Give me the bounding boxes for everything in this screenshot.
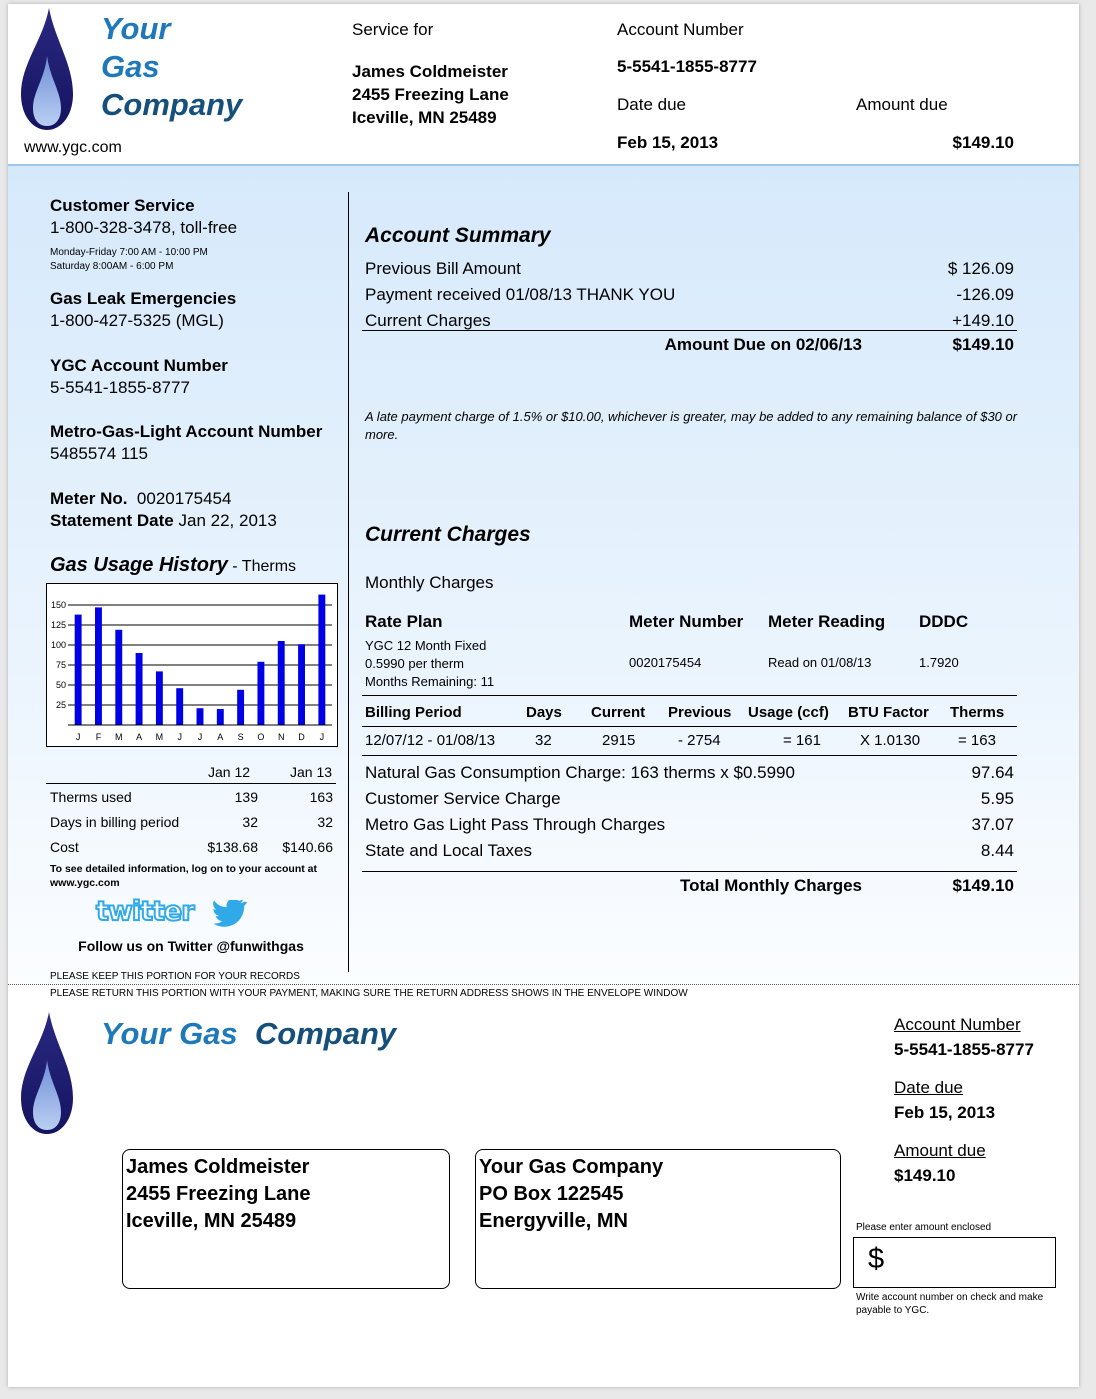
compare-row-label: Days in billing period — [50, 814, 180, 830]
charge-item-label: Metro Gas Light Pass Through Charges — [365, 815, 666, 834]
charge-item-value: 97.64 — [971, 763, 1014, 782]
mgl-account-number: 5485574 115 — [50, 444, 149, 463]
rate-plan-price: 0.5990 per therm — [365, 656, 465, 671]
stub-date-due: Feb 15, 2013 — [894, 1103, 996, 1122]
meter-number-label: Meter No. — [50, 489, 128, 508]
monthly-charges-label: Monthly Charges — [365, 573, 494, 592]
stub-customer-name: James Coldmeister — [126, 1156, 310, 1178]
chart-x-tick-label: J — [197, 732, 203, 742]
stub-flame-logo-icon — [19, 1010, 75, 1138]
return-address-block — [479, 1154, 663, 1235]
column-divider — [348, 192, 349, 972]
chart-x-tick-label: A — [217, 732, 224, 742]
compare-divider — [46, 783, 336, 784]
billing-cell: = 163 — [958, 732, 996, 749]
flame-logo-icon — [19, 6, 75, 134]
charge-item-label: Customer Service Charge — [365, 789, 561, 808]
statement-date-label: Statement Date — [50, 511, 174, 530]
rate-plan-name: YGC 12 Month Fixed — [365, 638, 487, 653]
usage-history-title: Gas Usage History — [50, 554, 228, 576]
summary-row-value: +149.10 — [952, 311, 1014, 330]
charge-item-label: Natural Gas Consumption Charge: 163 therms x $0.5990 — [365, 763, 795, 782]
chart-bar — [298, 644, 305, 725]
meter-number-value: 0020175454 — [136, 489, 232, 508]
summary-row-label: Payment received 01/08/13 THANK YOU — [365, 285, 676, 304]
chart-bar — [318, 595, 325, 725]
chart-y-tick-label: 150 — [50, 600, 66, 610]
chart-bar — [115, 630, 122, 725]
stub-customer-city: Iceville, MN 25489 — [126, 1210, 297, 1232]
billing-header: Billing Period — [365, 704, 462, 721]
compare-row-label: Therms used — [50, 789, 132, 805]
chart-x-tick-label: J — [319, 732, 325, 742]
meter-number-header: Meter Number — [629, 612, 744, 631]
compare-row-jan13: 163 — [309, 789, 333, 805]
logo-line-company: Company — [101, 87, 243, 122]
date-due-label: Date due — [617, 95, 686, 114]
customer-address-block — [126, 1154, 311, 1235]
amount-due: $149.10 — [952, 133, 1014, 152]
gas-bill-page — [8, 4, 1079, 1387]
website-link[interactable]: www.ygc.com — [24, 139, 122, 156]
customer-service-hours-saturday: Saturday 8:00AM - 6:00 PM — [50, 261, 174, 272]
return-po-box: PO Box 122545 — [479, 1183, 624, 1205]
stub-logo-your-gas: Your Gas — [101, 1016, 238, 1051]
chart-y-tick-label: 125 — [50, 620, 66, 630]
compare-row-jan12: 139 — [234, 789, 258, 805]
return-address-window — [475, 1149, 841, 1289]
chart-bar — [176, 688, 183, 725]
twitter-wordmark: twitter — [96, 896, 194, 927]
charge-item-label: State and Local Taxes — [365, 841, 532, 860]
service-for-label: Service for — [352, 20, 434, 39]
chart-x-tick-label: N — [277, 732, 285, 742]
company-logo-text — [101, 10, 242, 124]
chart-x-tick-label: J — [177, 732, 182, 742]
chart-bar — [136, 653, 143, 725]
chart-bar — [237, 690, 244, 725]
chart-x-tick-label: M — [115, 732, 123, 742]
chart-x-tick-label: J — [75, 732, 81, 742]
charges-total-divider — [362, 871, 1017, 872]
billing-cell: - 2754 — [678, 732, 721, 749]
billing-header-divider — [362, 726, 1017, 727]
chart-bar — [156, 671, 163, 725]
customer-service-title: Customer Service — [50, 196, 195, 215]
charges-total-label: Total Monthly Charges — [680, 876, 862, 895]
chart-y-tick-label: 25 — [55, 700, 66, 710]
billing-cell: 32 — [535, 732, 552, 749]
summary-row-label: Previous Bill Amount — [365, 259, 521, 278]
gas-leak-phone: 1-800-427-5325 (MGL) — [50, 311, 224, 330]
chart-x-tick-label: F — [95, 732, 102, 742]
compare-row-label: Cost — [50, 839, 79, 855]
chart-bar — [95, 607, 102, 725]
rate-plan-details — [365, 637, 494, 691]
statement-date-line — [50, 511, 277, 531]
mgl-account-title: Metro-Gas-Light Account Number — [50, 422, 323, 441]
address-line2: Iceville, MN 25489 — [352, 108, 497, 127]
logo-line-gas: Gas — [101, 49, 160, 84]
billing-row-divider — [362, 755, 1017, 756]
summary-row-value: $ 126.09 — [947, 259, 1014, 278]
check-instructions: Write account number on check and make payable to YGC. — [856, 1292, 1044, 1316]
compare-row-jan12: 32 — [242, 814, 258, 830]
logo-line-your: Your — [101, 11, 171, 46]
compare-header-jan12: Jan 12 — [208, 764, 251, 780]
twitter-logo[interactable] — [96, 898, 256, 934]
billing-header: Days — [526, 704, 562, 721]
chart-x-tick-label: M — [155, 732, 164, 742]
summary-row-value: -126.09 — [956, 285, 1014, 304]
header-divider — [8, 164, 1079, 166]
tear-line — [8, 984, 1079, 985]
stub-logo-company: Company — [254, 1016, 397, 1051]
current-charges-title: Current Charges — [365, 523, 531, 546]
chart-y-tick-label: 50 — [55, 680, 66, 690]
stub-amount-due-label: Amount due — [894, 1141, 986, 1160]
service-address — [352, 60, 509, 129]
address-line1: 2455 Freezing Lane — [352, 85, 509, 104]
stub-company-logo-text — [101, 1016, 396, 1052]
customer-address-window — [122, 1149, 450, 1289]
customer-name: James Coldmeister — [352, 62, 508, 81]
detail-info-note: To see detailed information, log on to your account at www.ygc.com — [50, 863, 317, 889]
chart-bar — [197, 708, 204, 725]
compare-header-jan13: Jan 13 — [290, 764, 333, 780]
billing-cell: X 1.0130 — [860, 732, 921, 749]
statement-date-value: Jan 22, 2013 — [178, 511, 277, 530]
customer-service-phone: 1-800-328-3478, toll-free — [50, 218, 238, 237]
stub-date-due-label: Date due — [894, 1078, 963, 1097]
charge-item-value: 37.07 — [971, 815, 1014, 834]
dollar-sign: $ — [868, 1243, 885, 1275]
amount-due-label: Amount due — [856, 95, 948, 114]
return-city: Energyville, MN — [479, 1210, 628, 1232]
chart-bar — [257, 662, 264, 725]
enclosed-amount-label: Please enter amount enclosed — [856, 1222, 992, 1233]
dddc-value: 1.7920 — [919, 655, 959, 670]
twitter-bird-icon — [213, 900, 249, 928]
rate-plan-months: Months Remaining: 11 — [365, 674, 495, 689]
meter-number-value: 0020175454 — [629, 655, 702, 670]
stub-account-number: 5-5541-1855-8777 — [894, 1040, 1034, 1059]
account-number: 5-5541-1855-8777 — [617, 57, 757, 76]
chart-x-tick-label: D — [298, 732, 305, 742]
amount-enclosed-field[interactable] — [853, 1237, 1056, 1288]
summary-row-label: Current Charges — [365, 311, 491, 330]
ygc-account-title: YGC Account Number — [50, 356, 228, 375]
rate-plan-header: Rate Plan — [365, 612, 443, 631]
chart-x-tick-label: O — [257, 732, 265, 742]
meter-number-line — [50, 489, 231, 509]
summary-total-label: Amount Due on 02/06/13 — [664, 335, 862, 354]
usage-history-unit: - Therms — [227, 558, 297, 575]
billing-cell: 2915 — [602, 732, 636, 749]
chart-x-tick-label: A — [136, 732, 143, 742]
return-company-name: Your Gas Company — [479, 1156, 664, 1178]
account-summary-title: Account Summary — [365, 224, 551, 247]
usage-history-heading — [50, 554, 296, 577]
billing-header: Previous — [668, 704, 732, 721]
billing-header: Usage (ccf) — [748, 704, 829, 721]
gas-leak-title: Gas Leak Emergencies — [50, 289, 237, 308]
billing-header: Current — [591, 704, 646, 721]
date-due: Feb 15, 2013 — [617, 133, 719, 152]
usage-history-chart — [46, 583, 338, 747]
compare-row-jan13: $140.66 — [282, 839, 333, 855]
charges-total-value: $149.10 — [952, 876, 1014, 895]
stub-amount-due: $149.10 — [894, 1166, 956, 1185]
chart-bar — [75, 615, 82, 725]
meter-reading-value: Read on 01/08/13 — [768, 655, 872, 670]
return-portion-note: PLEASE RETURN THIS PORTION WITH YOUR PAYMENT, MAKING SURE THE RETURN ADDRESS SHOWS IN THE ENVELOPE WINDOW — [50, 988, 688, 999]
billing-header: Therms — [950, 704, 1005, 721]
twitter-follow-text: Follow us on Twitter @funwithgas — [78, 938, 304, 954]
chart-y-tick-label: 100 — [50, 640, 66, 650]
stub-account-number-label: Account Number — [894, 1015, 1021, 1034]
stub-customer-street: 2455 Freezing Lane — [126, 1183, 311, 1205]
keep-portion-note: PLEASE KEEP THIS PORTION FOR YOUR RECORDS — [50, 971, 300, 982]
chart-bar — [217, 709, 224, 725]
rate-divider — [362, 695, 1017, 696]
late-payment-note: A late payment charge of 1.5% or $10.00, whichever is greater, may be added to any remaining balance of $30 or more. — [365, 409, 1018, 442]
chart-bar — [278, 641, 285, 725]
account-number-label: Account Number — [617, 20, 744, 39]
chart-y-tick-label: 75 — [55, 660, 66, 670]
compare-row-jan12: $138.68 — [207, 839, 258, 855]
ygc-account-number: 5-5541-1855-8777 — [50, 378, 190, 397]
billing-header: BTU Factor — [848, 704, 929, 721]
charge-item-value: 5.95 — [980, 789, 1014, 808]
summary-total-value: $149.10 — [952, 335, 1014, 354]
meter-reading-header: Meter Reading — [768, 612, 886, 631]
compare-row-jan13: 32 — [317, 814, 333, 830]
billing-cell: = 161 — [783, 732, 821, 749]
dddc-header: DDDC — [919, 612, 969, 631]
billing-cell: 12/07/12 - 01/08/13 — [365, 732, 496, 749]
chart-x-tick-label: S — [237, 732, 244, 742]
customer-service-hours-weekday: Monday-Friday 7:00 AM - 10:00 PM — [50, 247, 208, 258]
charge-item-value: 8.44 — [980, 841, 1014, 860]
